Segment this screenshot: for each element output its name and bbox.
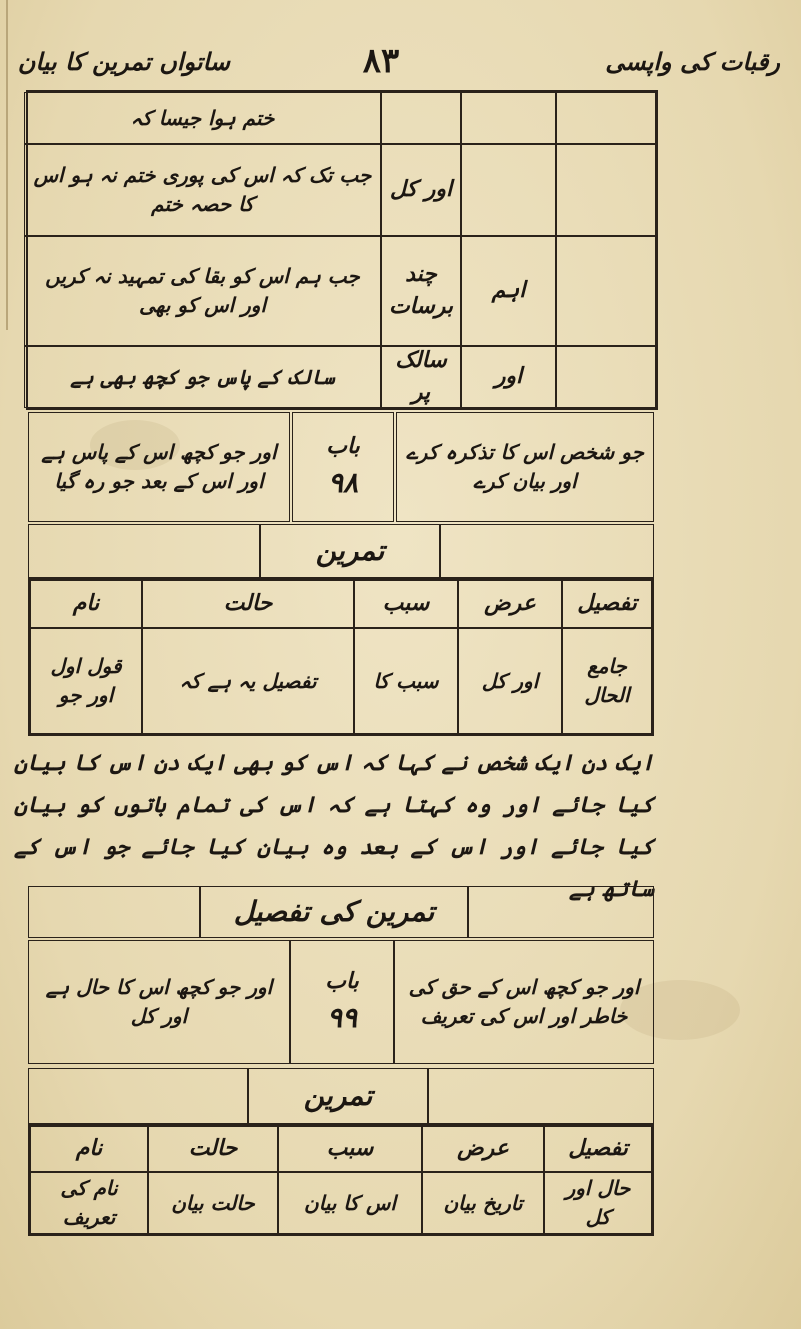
table-cell: اور کل [458,628,562,734]
item-number-box [292,412,394,522]
table-cell [28,524,260,578]
column-header: عرض [422,1126,544,1172]
body-paragraph: ایک دن ایک شخص نے کہا کہ اس کو بھی ایک دن اس کا بیان کیا جائے اور وہ کہتا ہے کہ اس کی تمام باتوں کو بیان کیا جائے اور اس کے بعد وہ بیان کیا جائے جو اس کے ساتھ ہے [14,750,654,902]
table-section-2 [28,578,654,736]
table-cell [556,346,656,408]
table-cell [556,236,656,346]
table-cell [28,1068,248,1124]
table-cell: سالک پر [381,346,461,408]
table-cell [556,144,656,236]
table-cell: سالک کے پاس جو کچھ بھی ہے [24,346,381,408]
table-cell: نام کی تعریف [30,1172,148,1234]
table-cell [468,886,654,938]
side-note-left: اور جو کچھ اس کے پاس ہے اور اس کے بعد جو رہ گیا [28,412,290,522]
table-cell: حالت بیان [148,1172,278,1234]
side-note-right: اور جو کچھ اس کے حق کی خاطر اور اس کی تعریف [394,940,654,1064]
running-header-left: ساتواں تمرین کا بیان [17,47,230,76]
item-number-box [290,940,394,1064]
page-edge-line [6,0,8,330]
table-cell: چند برسات [381,236,461,346]
table-cell: جب ہم اس کو بقا کی تمہید نہ کریں اور اس کو بھی [24,236,381,346]
column-header: تفصیل [544,1126,652,1172]
page-number: ۸۳ [362,41,400,81]
section-subtitle: تمرین [248,1068,428,1124]
column-header: تفصیل [562,580,652,628]
table-cell: جب تک کہ اس کی پوری ختم نہ ہو اس کا حصہ ختم [24,144,381,236]
table-section-3 [28,1124,654,1236]
table-cell [428,1068,654,1124]
column-header: حالت [148,1126,278,1172]
table-section-1 [26,90,658,410]
section-title: تمرین کی تفصیل [200,886,468,938]
column-header: سبب [354,580,458,628]
table-cell: حال اور کل [544,1172,652,1234]
table-cell: تفصیل یہ ہے کہ [142,628,354,734]
column-header: حالت [142,580,354,628]
item-label: باب [325,967,359,994]
table-cell: اور کل [381,144,461,236]
table-cell: جامع الحال [562,628,652,734]
table-cell [381,92,461,144]
item-number: ۹۹ [326,1000,358,1034]
table-cell [556,92,656,144]
item-label: باب [326,432,360,459]
table-cell: تاریخ بیان [422,1172,544,1234]
item-number: ۹۸ [327,465,359,499]
column-header: نام [30,580,142,628]
side-note-left: اور جو کچھ اس کا حال ہے اور کل [28,940,290,1064]
table-cell [28,886,200,938]
section-title: تمرین [260,524,440,578]
column-header: عرض [458,580,562,628]
table-cell [461,92,556,144]
table-cell: سبب کا [354,628,458,734]
running-header-right: رقبات کی واپسی [605,47,780,76]
table-cell: اہم [461,236,556,346]
column-header: سبب [278,1126,422,1172]
table-cell: ختم ہوا جیسا کہ [24,92,381,144]
table-cell [461,144,556,236]
cell-subtext: اور جو [58,683,114,707]
cell-text: قول اول [50,654,122,678]
table-cell: اس کا بیان [278,1172,422,1234]
table-cell [440,524,654,578]
side-note-right: جو شخص اس کا تذکرہ کرے اور بیان کرے [396,412,654,522]
table-cell [30,628,142,734]
table-cell: اور [461,346,556,408]
column-header: نام [30,1126,148,1172]
